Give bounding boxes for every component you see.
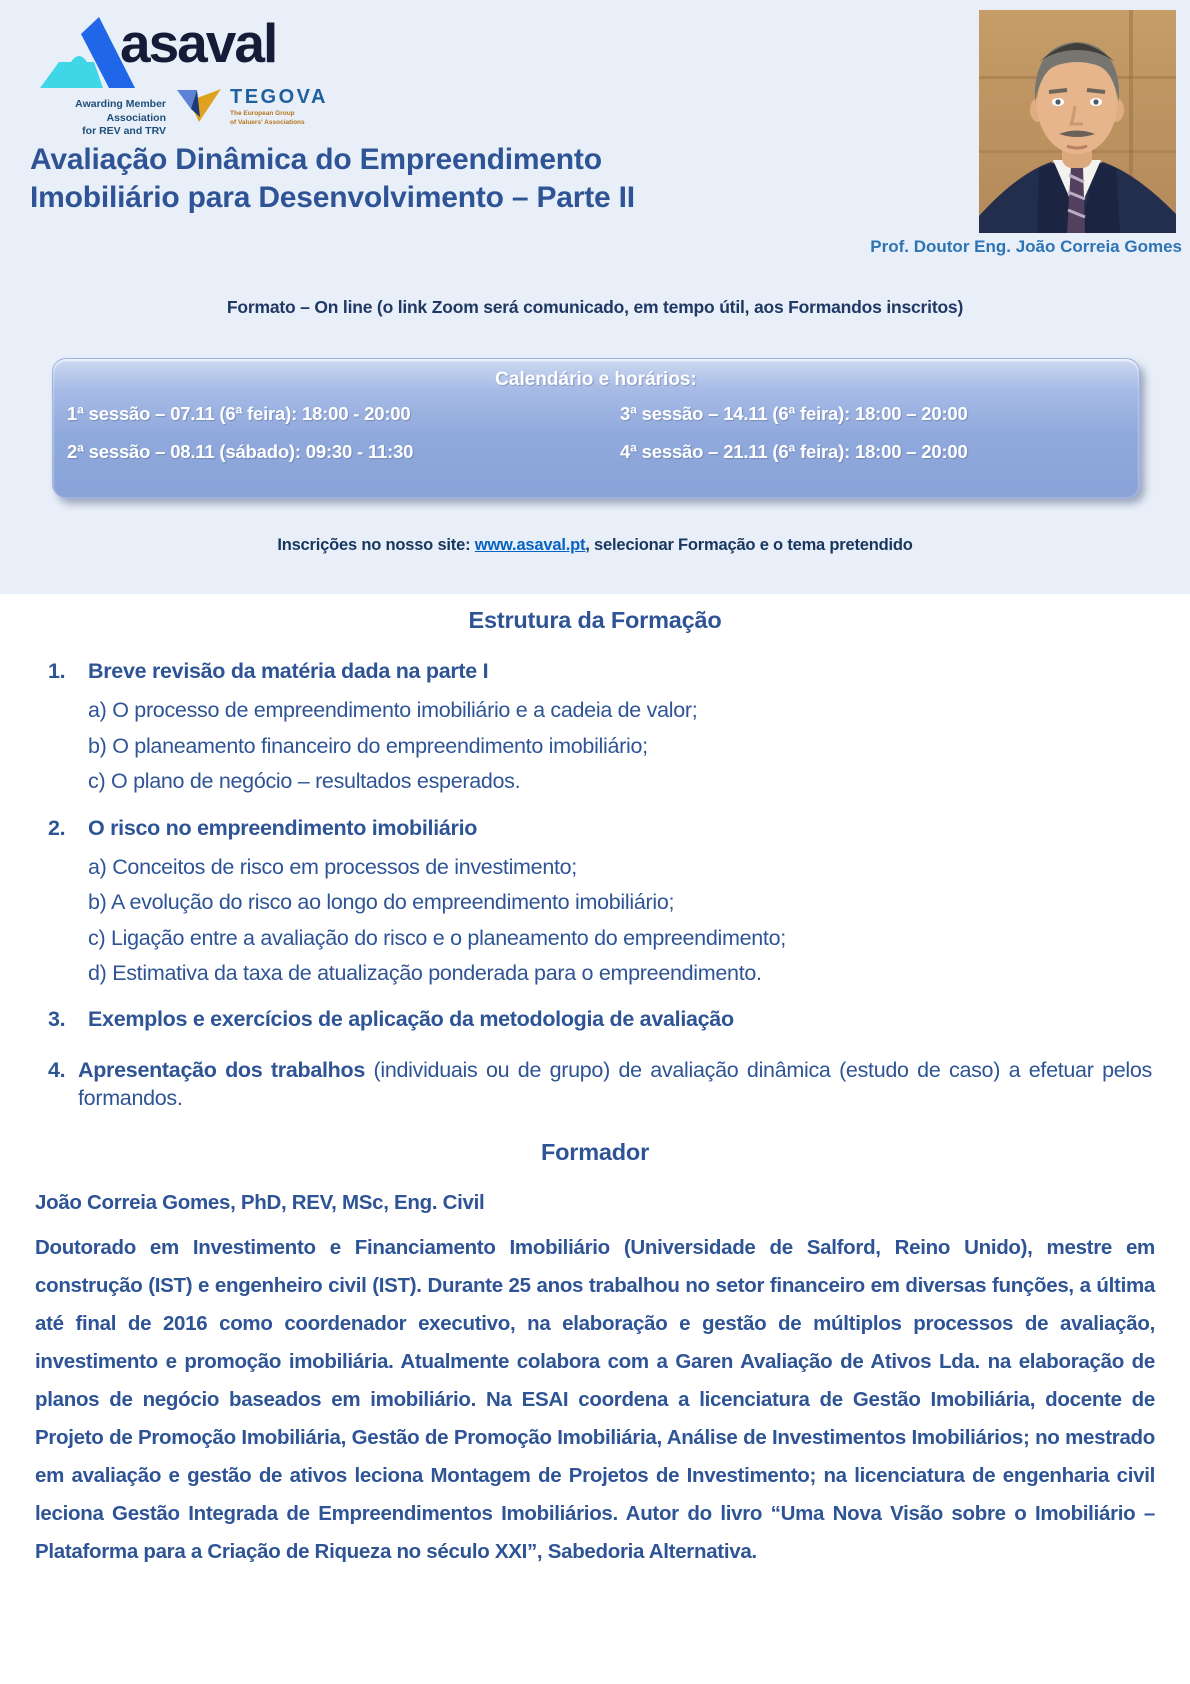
structure-list <box>48 642 1152 1124</box>
section-heading-structure: Estrutura da Formação <box>468 607 722 633</box>
trainer-name: João Correia Gomes, PhD, REV, MSc, Eng. Civil <box>35 1191 485 1214</box>
tegova-sub-line2: of Valuers' Associations <box>230 118 305 126</box>
tegova-subtitle <box>230 110 328 128</box>
hero-band <box>0 0 1190 594</box>
sublist-1 <box>48 696 1152 795</box>
list-item-number: 4. <box>48 1057 66 1082</box>
enrollment-line <box>0 536 1190 555</box>
session-item-4: 4ª sessão – 21.11 (6ª feira): 18:00 – 20:00 <box>620 441 968 462</box>
tegova-name: TEGOVA <box>230 86 328 108</box>
sub-item: b) O planeamento financeiro do empreendimento imobiliário; <box>88 733 648 758</box>
enrollment-prefix: Inscrições no nosso site: <box>277 536 475 554</box>
calendar-box <box>52 358 1140 498</box>
asaval-wordmark: asaval <box>120 12 277 74</box>
awarding-member-text <box>16 98 166 139</box>
sub-item: c) Ligação entre a avaliação do risco e o planeamento do empreendimento; <box>88 925 786 950</box>
list-item-3 <box>48 1005 1152 1033</box>
enrollment-suffix: , selecionar Formação e o tema pretendido <box>585 536 913 554</box>
sub-item: d) Estimativa da taxa de atualização ponderada para o empreendimento. <box>88 961 762 985</box>
sub-item: b) A evolução do risco ao longo do empreendimento imobiliário; <box>88 890 675 915</box>
section-heading-trainer: Formador <box>540 1139 650 1165</box>
list-item-number: 3. <box>48 1007 66 1032</box>
list-item-title: Exemplos e exercícios de aplicação da metodologia de avaliação <box>88 1007 734 1032</box>
list-item-title-rest: (individuais ou de grupo) de avaliação dinâmica (estudo de caso) a efetuar pelos formandos. <box>78 1057 1152 1111</box>
sub-item: c) O plano de negócio – resultados esperados. <box>88 769 521 794</box>
list-item-1 <box>48 657 1152 685</box>
sub-item: a) O processo de empreendimento imobiliário e a cadeia de valor; <box>88 698 698 723</box>
course-title-line1: Avaliação Dinâmica do Empreendimento <box>30 143 602 176</box>
format-line: Formato – On line (o link Zoom será comunicado, em tempo útil, aos Formandos inscritos) <box>226 297 964 317</box>
sub-item: a) Conceitos de risco em processos de investimento; <box>88 854 577 879</box>
awarding-line2: for REV and TRV <box>82 125 166 138</box>
tegova-sub-line1: The European Group <box>230 110 295 117</box>
tegova-v-icon <box>176 87 222 129</box>
session-item-2: 2ª sessão – 08.11 (sábado): 09:30 - 11:30 <box>67 441 414 462</box>
list-item-4 <box>48 1056 1152 1113</box>
awarding-line1: Awarding Member Association <box>75 98 166 124</box>
photo-caption: Prof. Doutor Eng. João Correia Gomes <box>870 237 1182 256</box>
session-item-3: 3ª sessão – 14.11 (6ª feira): 18:00 – 20:00 <box>620 403 968 424</box>
sublist-2 <box>48 853 1152 988</box>
list-item-title: Breve revisão da matéria dada na parte I <box>88 659 489 683</box>
course-title-line2: Imobiliário para Desenvolvimento – Parte II <box>30 181 635 215</box>
enrollment-link[interactable]: www.asaval.pt <box>474 536 586 554</box>
trainer-bio: Doutorado em Investimento e Financiamento Imobiliário (Universidade de Salford, Reino Unido), mestre em construção (IST) e engenheiro civil (IST). Durante 25 anos trabalhou no setor financeiro em diversas funções, a última até final de 2016 como coordenador executivo, na elaboração e gestão de múltiplos processos de avaliação, investimento e promoção imobiliária. Atualmente colabora com a Garen Avaliação de Ativos Lda. na elaboração de planos de negócio baseados em imobiliário. Na ESAI coordena a licenciatura de Gestão Imobiliária, docente de Projeto de Promoção Imobiliária, Gestão de Promoção Imobiliária, Análise de Investimentos Imobiliários; no mestrado em avaliação e gestão de ativos leciona Montagem de Projetos de Investimento; na licenciatura de engenharia civil leciona Gestão Integrada de Empreendimentos Imobiliários. Autor do livro “Uma Nova Visão sobre o Imobiliário – Plataforma para a Criação de Riqueza no século XXI”, Sabedoria Alternativa. <box>35 1236 1155 1563</box>
calendar-grid <box>67 403 1125 463</box>
trainer-photo <box>979 10 1176 233</box>
list-item-number: 2. <box>48 815 66 840</box>
list-item-2 <box>48 814 1152 842</box>
tegova-logo <box>176 87 328 129</box>
list-item-number: 1. <box>48 659 66 683</box>
list-item-title: O risco no empreendimento imobiliário <box>88 815 478 840</box>
list-item-title: Apresentação dos trabalhos <box>78 1057 365 1082</box>
session-item-1: 1ª sessão – 07.11 (6ª feira): 18:00 - 20:00 <box>67 403 411 424</box>
calendar-heading: Calendário e horários: <box>495 369 697 390</box>
course-title <box>30 141 830 218</box>
